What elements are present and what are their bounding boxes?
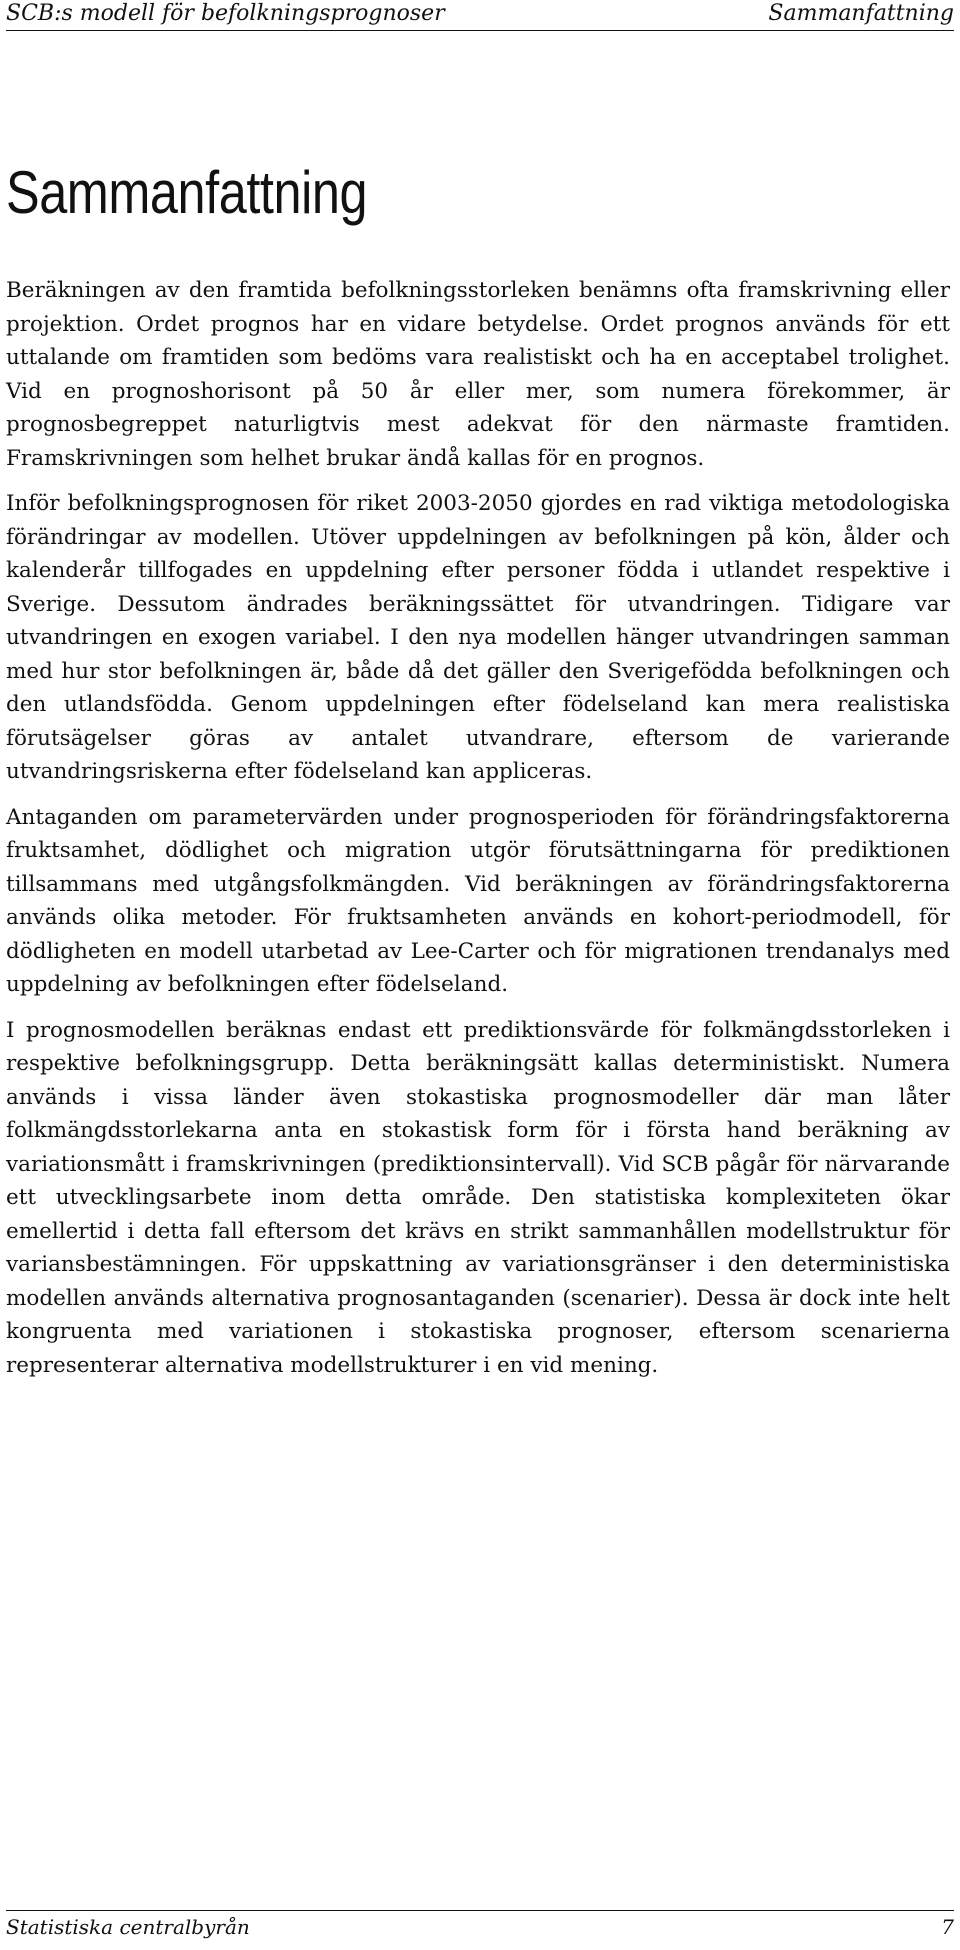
body-text (6, 274, 950, 1394)
paragraph-4: I prognosmodellen beräknas endast ett prediktionsvärde för folkmängdsstorleken i respektive befolkningsgrupp. Detta beräkningsätt kallas deterministiskt. Numera används i vissa länder även stokastiska prognosmodeller där man låter folkmängdsstorlekarna anta en stokastisk form för i första hand beräkning av variationsmått i framskrivningen (prediktionsintervall). Vid SCB pågår för närvarande ett utvecklingsarbete inom detta område. Den statistiska komplexiteten ökar emellertid i detta fall eftersom det krävs en strikt sammanhållen modellstruktur för variansbestämningen. För uppskattning av variationsgränser i den deterministiska modellen används alternativa prognosantaganden (scenarier). Dessa är dock inte helt kongruenta med variationen i stokastiska prognoser, eftersom scenarierna representerar alternativa modellstrukturer i en vid mening. (6, 1017, 950, 1378)
running-footer (6, 1910, 954, 1945)
page-title: Sammanfattning (6, 159, 368, 226)
paragraph-1: Beräkningen av den framtida befolkningsstorleken benämns ofta framskrivning eller projektion. Ordet prognos har en vidare betydelse. Ordet prognos används för ett uttalande om framtiden som bedöms vara realistiskt och ha en acceptabel trolighet. Vid en prognoshorisont på 50 år eller mer, som numera förekommer, är prognosbegreppet naturligtvis mest adekvat för den närmaste framtiden. Framskrivningen som helhet brukar ändå kallas för en prognos. (6, 278, 950, 471)
footer-publisher: Statistiska centralbyrån (6, 1915, 250, 1939)
paragraph-2: Inför befolkningsprognosen för riket 2003-2050 gjordes en rad viktiga metodologiska förändringar av modellen. Utöver uppdelningen av befolkningen på kön, ålder och kalenderår tillfogades en uppdelning efter personer födda i utlandet respektive i Sverige. Dessutom ändrades beräkningssättet för utvandringen. Tidigare var utvandringen en exogen variabel. I den nya modellen hänger utvandringen samman med hur stor befolkningen är, både då det gäller den Sverigefödda befolkningen och den utlandsfödda. Genom uppdelningen efter födelseland kan mera realistiska förutsägelser göras av antalet utvandrare, eftersom de varierande utvandringsriskerna efter födelseland kan appliceras. (6, 491, 950, 784)
header-document-title: SCB:s modell för befolkningsprognoser (6, 1, 445, 26)
paragraph-3: Antaganden om parametervärden under prognosperioden för förändringsfaktorerna fruktsamhet, dödlighet och migration utgör förutsättningarna för prediktionen tillsammans med utgångsfolkmängden. Vid beräkningen av förändringsfaktorerna används olika metoder. För fruktsamheten används en kohort-periodmodell, för dödligheten en modell utarbetad av Lee-Carter och för migrationen trendanalys med uppdelning av befolkningen efter födelseland. (6, 804, 950, 997)
header-section-title: Sammanfattning (768, 1, 954, 26)
running-header (6, 0, 954, 31)
page-number: 7 (941, 1915, 954, 1939)
